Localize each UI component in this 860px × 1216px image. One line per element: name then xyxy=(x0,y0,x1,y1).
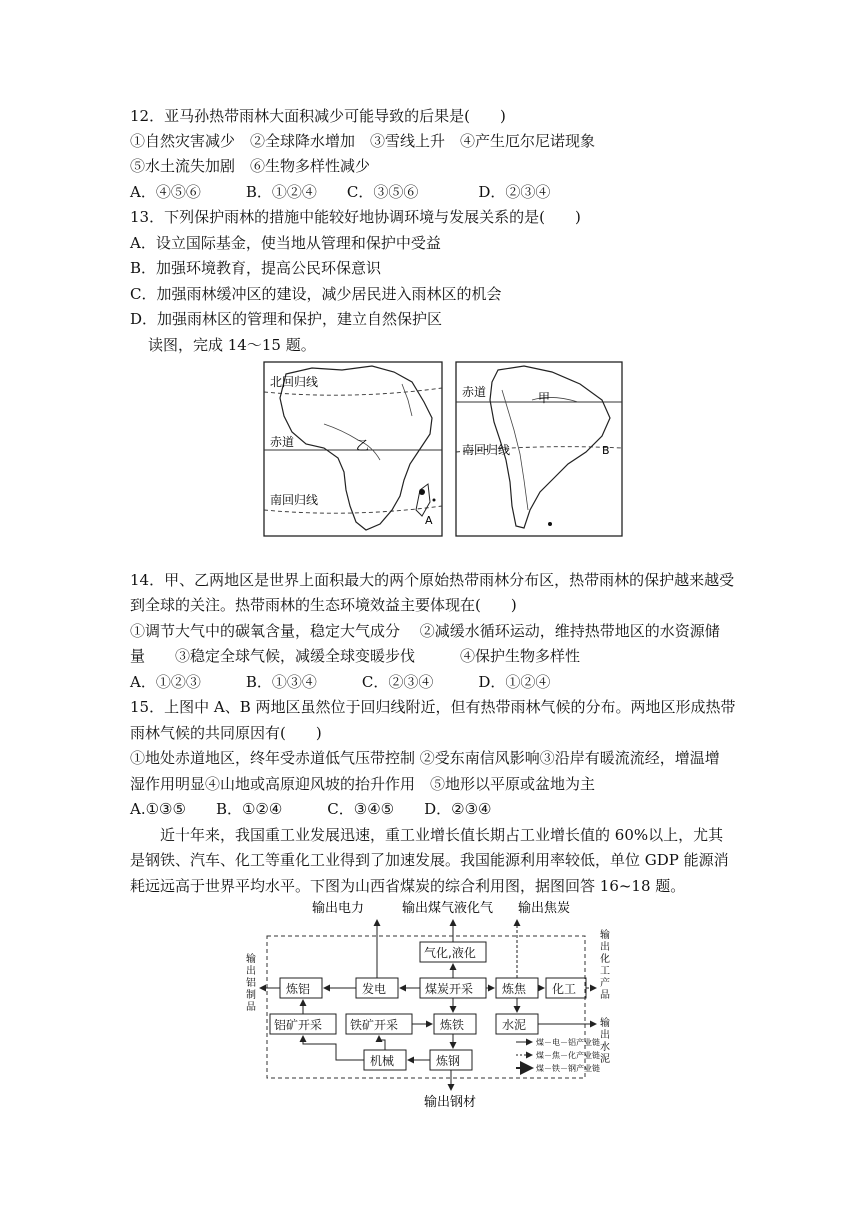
passage-1: 近十年来，我国重工业发展迅速，重工业增长值长期占工业增长值的 60%以上，尤其 xyxy=(160,826,724,844)
node-steel-label: 炼钢 xyxy=(436,1054,461,1068)
svg-text:输: 输 xyxy=(246,954,256,965)
q14-stem-2: 到全球的关注。热带雨林的生态环境效益主要体现在( ) xyxy=(130,596,517,614)
passage-2: 是钢铁、汽车、化工等重化工业得到了加速发展。我国能源利用率较低，单位 GDP 能源消 xyxy=(130,851,729,869)
svg-text:品: 品 xyxy=(600,990,610,1001)
label-a: A xyxy=(425,514,433,527)
node-cement-label: 水泥 xyxy=(502,1018,527,1032)
africa-equator-label: 赤道 xyxy=(270,435,295,449)
node-power-label: 发电 xyxy=(362,982,387,996)
q15-stem-1: 15．上图中 A、B 两地区虽然位于回归线附近，但有热带雨林气候的分布。两地区形成热带 xyxy=(130,698,736,716)
output-cement xyxy=(600,1016,610,1065)
africa-tropic-s-label: 南回归线 xyxy=(270,493,319,507)
map-intro: 读图，完成 14～15 题。 xyxy=(148,336,316,354)
svg-text:出: 出 xyxy=(600,942,610,953)
label-b: B xyxy=(602,444,610,457)
sa-tropic-s-label: 南回归线 xyxy=(462,443,511,457)
output-gas: 输出煤气液化气 xyxy=(402,901,494,916)
q12-options-1: ①自然灾害减少 ②全球降水增加 ③雪线上升 ④产生厄尔尼诺现象 xyxy=(130,132,596,150)
svg-text:品: 品 xyxy=(246,1002,256,1013)
svg-text:制: 制 xyxy=(246,990,256,1001)
node-machinery-label: 机械 xyxy=(370,1054,395,1068)
q14-stem-1: 14．甲、乙两地区是世界上面积最大的两个原始热带雨林分布区，热带雨林的保护越来越受 xyxy=(130,571,735,589)
q13-choice-d: D．加强雨林区的管理和保护，建立自然保护区 xyxy=(130,310,443,328)
output-steel: 输出钢材 xyxy=(424,1095,477,1110)
q15-options-1: ①地处赤道地区，终年受赤道低气压带控制 ②受东南信风影响③沿岸有暖流流经，增温增 xyxy=(130,749,720,767)
legend-item-2: 煤－焦－化产业链 xyxy=(536,1051,600,1060)
q13-choice-b: B．加强环境教育，提高公民环保意识 xyxy=(130,259,382,277)
q15-options-2: 湿作用明显④山地或高原迎风坡的抬升作用 ⑤地形以平原或盆地为主 xyxy=(130,775,596,793)
svg-text:输: 输 xyxy=(600,930,610,941)
node-bauxite-label: 铝矿开采 xyxy=(274,1018,323,1032)
q15-stem-2: 雨林气候的共同原因有( ) xyxy=(130,724,322,742)
legend-item-1: 煤－电－铝产业链 xyxy=(536,1038,600,1047)
africa-tropic-n-label: 北回归线 xyxy=(270,375,319,389)
svg-text:工: 工 xyxy=(600,966,610,977)
svg-text:出: 出 xyxy=(246,966,256,977)
coal-utilization-flowchart xyxy=(240,898,630,1110)
legend-item-3: 煤－铁－钢产业链 xyxy=(536,1064,600,1073)
svg-text:出: 出 xyxy=(600,1030,610,1041)
q13-choice-c: C．加强雨林缓冲区的建设，减少居民进入雨林区的机会 xyxy=(130,285,502,303)
output-coke: 输出焦炭 xyxy=(518,901,571,916)
south-america-map xyxy=(456,362,622,536)
label-jia: 甲 xyxy=(538,391,551,405)
q12-stem: 12．亚马孙热带雨林大面积减少可能导致的后果是( ) xyxy=(130,107,506,125)
node-aluminum-label: 炼铝 xyxy=(286,982,311,996)
node-coal-label: 煤炭开采 xyxy=(425,982,474,996)
node-gasify-label: 气化,液化 xyxy=(424,946,476,960)
svg-text:铝: 铝 xyxy=(246,978,256,989)
legend xyxy=(516,1037,600,1073)
label-yi: 乙 xyxy=(356,439,370,454)
q13-choice-a: A．设立国际基金，使当地从管理和保护中受益 xyxy=(130,234,441,252)
node-ironore-label: 铁矿开采 xyxy=(350,1018,399,1032)
svg-text:水: 水 xyxy=(600,1042,610,1053)
node-chem-label: 化工 xyxy=(552,982,577,996)
q12-options-2: ⑤水土流失加剧 ⑥生物多样性减少 xyxy=(130,157,371,175)
q14-choices: A．①②③ B．①③④ C．②③④ D．①②④ xyxy=(130,673,551,691)
tropical-rainforest-maps xyxy=(262,360,626,538)
q12-choices: A．④⑤⑥ B．①②④ C．③⑤⑥ D．②③④ xyxy=(130,183,551,201)
svg-text:产: 产 xyxy=(600,978,610,989)
q14-options-2: 量 ③稳定全球气候，减缓全球变暖步伐 ④保护生物多样性 xyxy=(130,647,581,665)
output-power: 输出电力 xyxy=(312,901,365,916)
q14-options-1: ①调节大气中的碳氧含量，稳定大气成分 ②减缓水循环运动，维持热带地区的水资源储 xyxy=(130,622,720,640)
passage-3: 耗远远高于世界平均水平。下图为山西省煤炭的综合利用图，据图回答 16~18 题。 xyxy=(130,877,686,895)
sa-equator-label: 赤道 xyxy=(462,385,487,399)
node-ironmaking-label: 炼铁 xyxy=(440,1018,465,1032)
node-coking-label: 炼焦 xyxy=(502,982,527,996)
africa-map xyxy=(264,362,442,536)
svg-text:化: 化 xyxy=(600,954,610,965)
q15-choices: A.①③⑤ B．①②④ C．③④⑤ D．②③④ xyxy=(130,800,492,818)
svg-text:泥: 泥 xyxy=(600,1054,610,1065)
q13-stem: 13．下列保护雨林的措施中能较好地协调环境与发展关系的是( ) xyxy=(130,208,581,226)
output-aluminum-products xyxy=(246,952,256,1013)
output-chemical-products xyxy=(600,928,610,1001)
svg-text:输: 输 xyxy=(600,1018,610,1029)
